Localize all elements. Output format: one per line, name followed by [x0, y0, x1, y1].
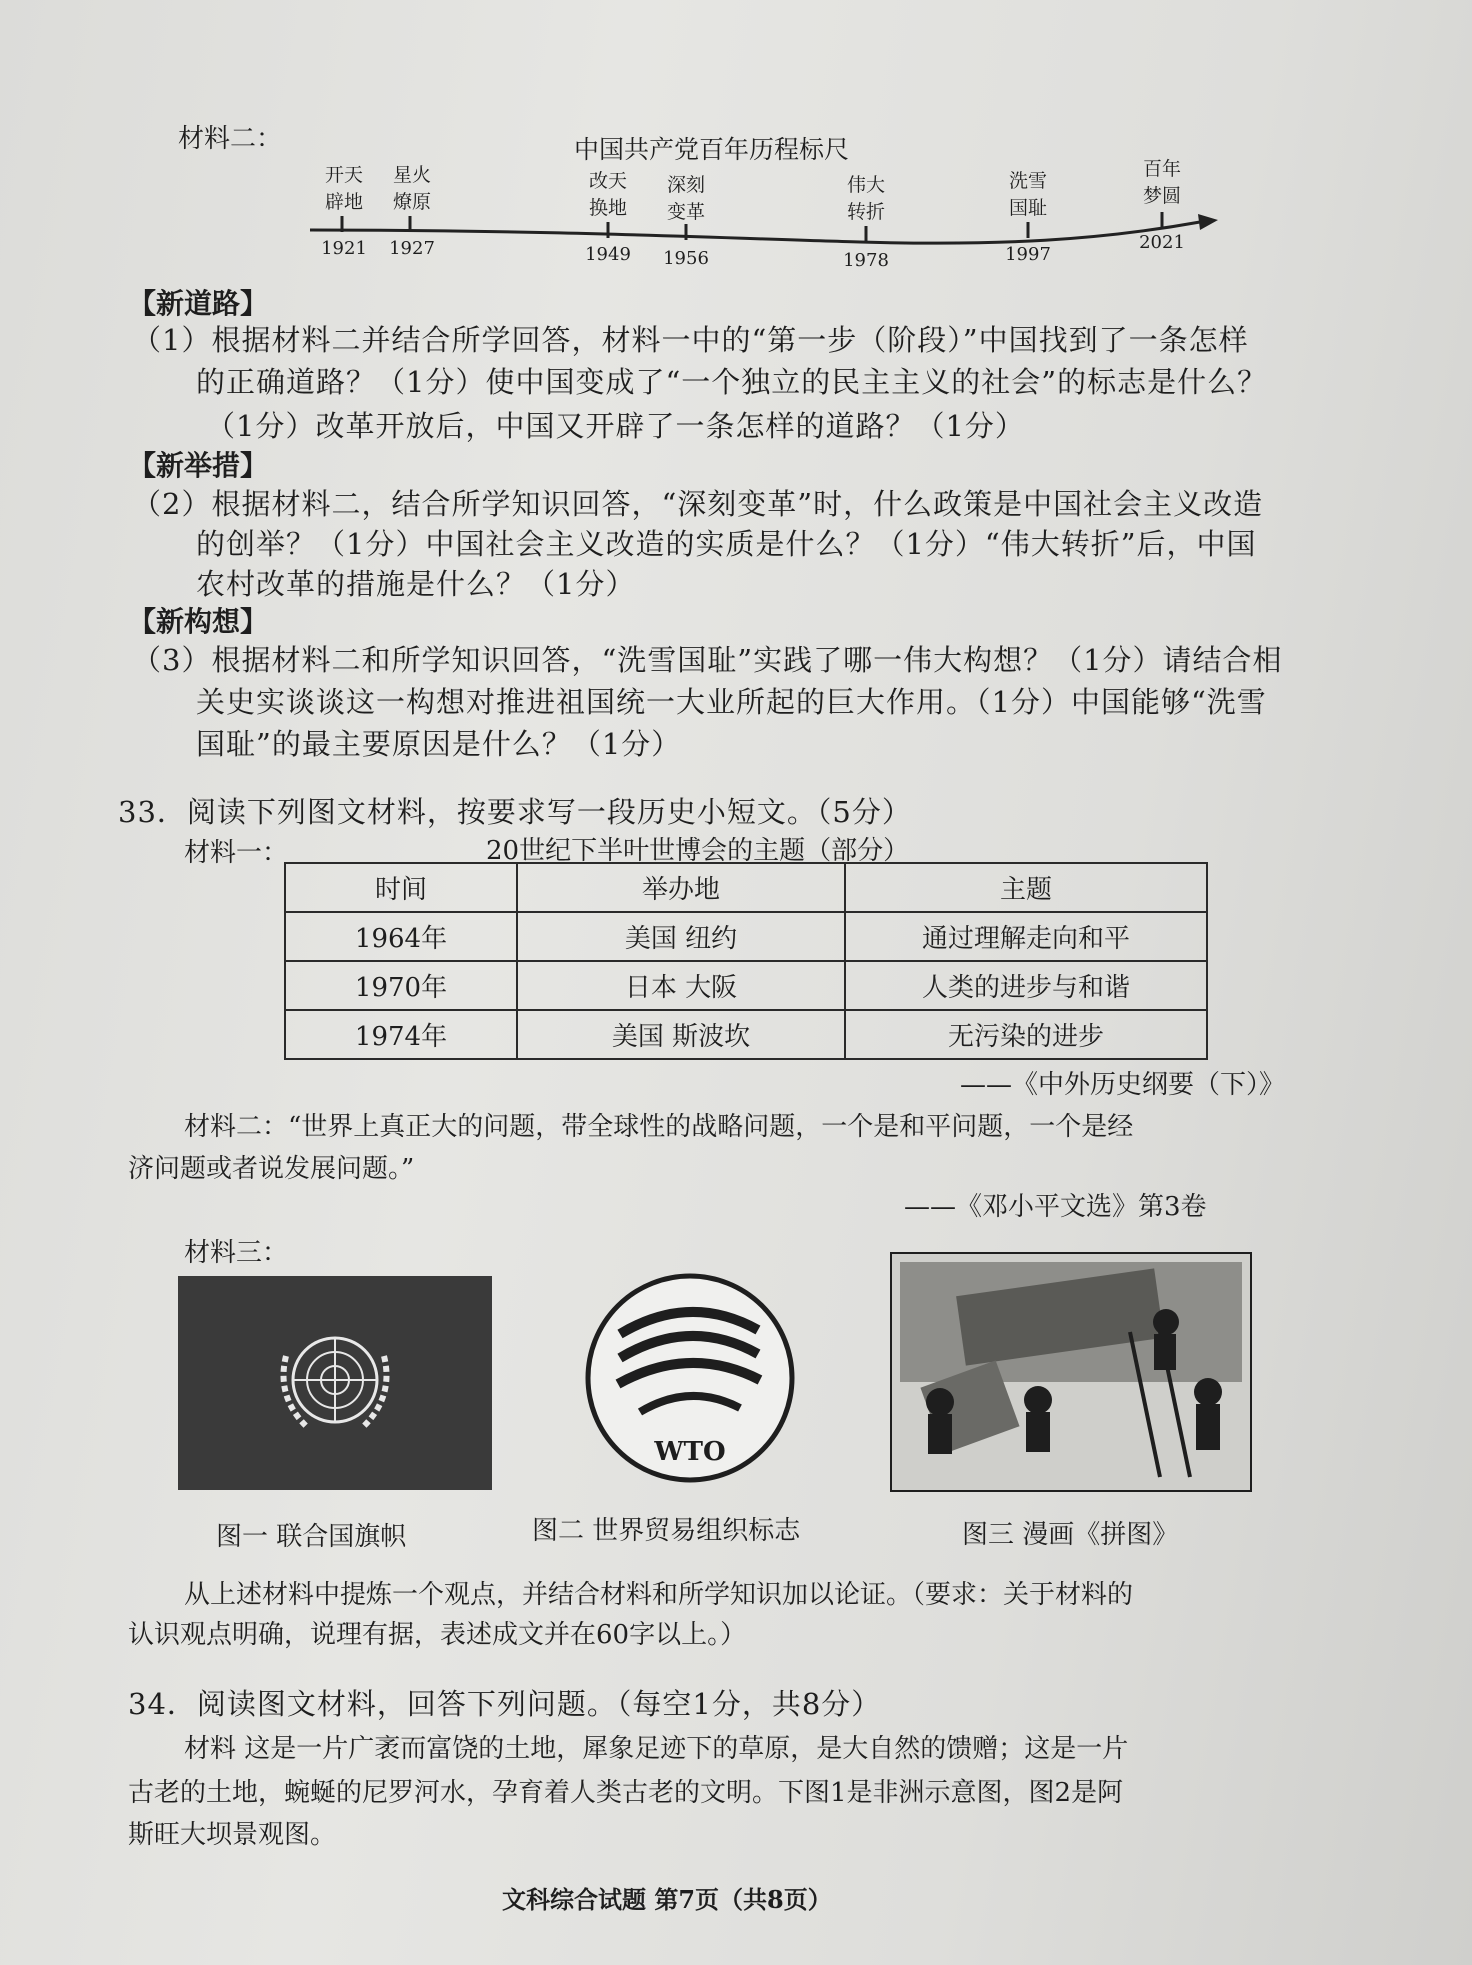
table-cell: 1974年	[285, 1010, 517, 1059]
q34-stem: 34．阅读图文材料，回答下列问题。（每空1分，共8分）	[128, 1687, 882, 1721]
event-line2: 梦圆	[1142, 185, 1181, 207]
table-cell: 无污染的进步	[845, 1010, 1207, 1059]
material-three-label: 材料三：	[184, 1238, 289, 1268]
fig3-caption: 图三 漫画《拼图》	[962, 1520, 1179, 1550]
table-cell: 美国 斯波坎	[517, 1010, 845, 1059]
table-cell: 1970年	[285, 961, 517, 1010]
event-line1: 伟大	[846, 174, 885, 196]
table-cell: 日本 大阪	[517, 961, 845, 1010]
q2-line-3: 农村改革的措施是什么？（1分）	[196, 567, 636, 601]
wto-logo-image	[580, 1272, 800, 1486]
timeline-title: 中国共产党百年历程标尺	[574, 135, 850, 164]
q34-material-line-1: 材料 这是一片广袤而富饶的土地，犀象足迹下的草原，是大自然的馈赠；这是一片	[184, 1734, 1129, 1764]
q34-material-line-2: 古老的土地，蜿蜒的尼罗河水，孕育着人类古老的文明。下图1是非洲示意图，图2是阿	[128, 1778, 1124, 1808]
table-row	[285, 961, 1207, 1010]
event-line2: 换地	[588, 197, 627, 219]
event-line2: 燎原	[392, 191, 431, 213]
q2-line-2: 的创举？（1分）中国社会主义改造的实质是什么？（1分）“伟大转折”后，中国	[196, 527, 1257, 561]
material-two-label: 材料二：	[178, 124, 283, 154]
fig1-caption: 图一 联合国旗帜	[216, 1522, 407, 1552]
event-line2: 变革	[666, 201, 705, 223]
expo-table	[284, 862, 1208, 1060]
q1-line-1: （1）根据材料二并结合所学回答，材料一中的“第一步（阶段）”中国找到了一条怎样	[132, 323, 1249, 357]
event-line2: 辟地	[324, 191, 363, 213]
table-header-row	[285, 863, 1207, 912]
event-line1: 开天	[324, 164, 363, 186]
timeline-event-1927	[386, 162, 438, 216]
q3-line-1: （3）根据材料二和所学知识回答，“洗雪国耻”实践了哪一伟大构想？（1分）请结合相	[132, 643, 1283, 677]
table-header: 主题	[845, 863, 1207, 912]
q2-line-1: （2）根据材料二，结合所学知识回答，“深刻变革”时，什么政策是中国社会主义改造	[132, 487, 1264, 521]
event-line2: 转折	[846, 201, 885, 223]
table-cell: 通过理解走向和平	[845, 912, 1207, 961]
timeline-year-1956: 1956	[663, 248, 709, 269]
timeline-year-1997: 1997	[1005, 244, 1051, 265]
fig2-caption: 图二 世界贸易组织标志	[532, 1516, 801, 1546]
timeline-event-2021	[1136, 156, 1188, 210]
material-two-quote-line-1: 材料二：“世界上真正大的问题，带全球性的战略问题，一个是和平问题，一个是经	[184, 1112, 1134, 1142]
timeline-year-1978: 1978	[843, 250, 889, 271]
event-line1: 改天	[588, 170, 627, 192]
cartoon-puzzle-image	[890, 1252, 1252, 1492]
q33-stem: 33．阅读下列图文材料，按要求写一段历史小短文。（5分）	[118, 795, 912, 829]
event-line1: 百年	[1142, 158, 1181, 180]
page-footer: 文科综合试题 第7页（共8页）	[502, 1885, 832, 1914]
event-line2: 国耻	[1008, 197, 1047, 219]
event-line1: 深刻	[666, 174, 705, 196]
heading-new-road: 【新道路】	[128, 287, 269, 320]
q33-task-line-2: 认识观点明确，说理有据，表述成文并在60字以上。）	[128, 1620, 747, 1650]
timeline-event-1949	[582, 168, 634, 222]
q3-line-3: 国耻”的最主要原因是什么？（1分）	[196, 727, 682, 761]
material-two-quote-line-2: 济问题或者说发展问题。”	[128, 1154, 415, 1184]
timeline-event-1956	[660, 172, 712, 226]
q33-task-line-1: 从上述材料中提炼一个观点，并结合材料和所学知识加以论证。（要求：关于材料的	[184, 1580, 1134, 1610]
q3-line-2: 关史实谈谈这一构想对推进祖国统一大业所起的巨大作用。（1分）中国能够“洗雪	[196, 685, 1267, 719]
timeline-year-1921: 1921	[321, 238, 367, 259]
timeline-year-2021: 2021	[1139, 232, 1185, 253]
event-line1: 星火	[392, 164, 431, 186]
wto-logo-text: WTO	[654, 1437, 726, 1467]
material-two-source: ——《邓小平文选》第3卷	[904, 1192, 1207, 1222]
event-line1: 洗雪	[1008, 170, 1047, 192]
q33-material-one-label: 材料一：	[184, 838, 289, 868]
table-row	[285, 912, 1207, 961]
timeline-event-1997	[1002, 168, 1054, 222]
table-cell: 美国 纽约	[517, 912, 845, 961]
table-cell: 人类的进步与和谐	[845, 961, 1207, 1010]
table-row	[285, 1010, 1207, 1059]
table-source: ——《中外历史纲要（下）》	[960, 1070, 1286, 1100]
timeline-year-1927: 1927	[389, 238, 435, 259]
table-header: 举办地	[517, 863, 845, 912]
un-flag-image	[178, 1276, 492, 1490]
table-title: 20世纪下半叶世博会的主题（部分）	[486, 836, 910, 866]
q34-material-line-3: 斯旺大坝景观图。	[128, 1820, 337, 1850]
q1-line-3: （1分）改革开放后，中国又开辟了一条怎样的道路？（1分）	[206, 409, 1025, 443]
q1-line-2: 的正确道路？（1分）使中国变成了“一个独立的民主主义的社会”的标志是什么？	[196, 365, 1268, 399]
heading-new-concept: 【新构想】	[128, 605, 269, 638]
timeline-year-1949: 1949	[585, 244, 631, 265]
heading-new-measures: 【新举措】	[128, 449, 269, 482]
timeline-event-1921	[318, 162, 370, 216]
timeline-event-1978	[840, 172, 892, 226]
table-cell: 1964年	[285, 912, 517, 961]
table-header: 时间	[285, 863, 517, 912]
